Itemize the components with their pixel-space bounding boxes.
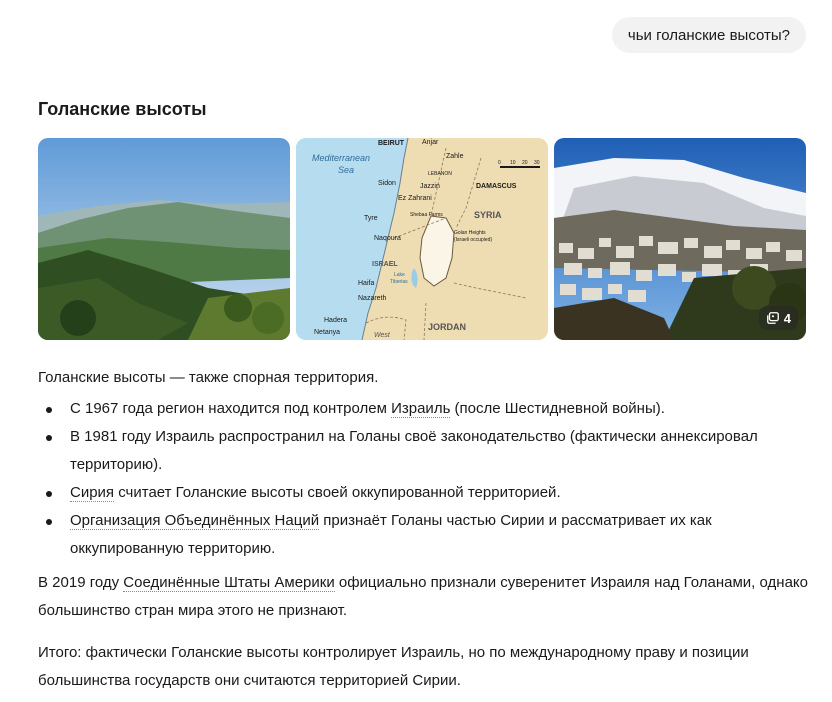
bullet-dot bbox=[46, 435, 52, 441]
assistant-answer bbox=[38, 96, 808, 695]
map-label-tiberias: Tiberias bbox=[390, 279, 408, 285]
list-item bbox=[70, 479, 808, 507]
paragraph-text-post: официально признали суверенитет Израиля над Голанами, однако большинство стран мира этого не признают. bbox=[38, 574, 808, 619]
more-images-count: 4 bbox=[783, 310, 791, 326]
user-message: чьи голанские высоты? bbox=[612, 17, 806, 53]
bullet-text-pre: С 1967 года регион находится под контролем bbox=[70, 400, 392, 417]
bullet-text-post: (после Шестидневной войны). bbox=[450, 400, 665, 417]
list-item bbox=[70, 507, 808, 563]
map-label-anjar: Anjar bbox=[422, 139, 439, 146]
entity-link-usa[interactable]: Соединённые Штаты Америки bbox=[123, 574, 335, 591]
map-scale-20: 20 bbox=[522, 160, 528, 166]
bullet-dot bbox=[46, 491, 52, 497]
map-label-golan2: (Israeli occupied) bbox=[454, 237, 493, 243]
map-label-naqoura: Naqoura bbox=[374, 235, 401, 242]
map-label-netanya: Netanya bbox=[314, 329, 341, 336]
image-stack-icon bbox=[766, 311, 780, 325]
map-label-zahle: Zahle bbox=[446, 153, 464, 160]
landscape-photo bbox=[38, 138, 290, 340]
map-label-beirut: BEIRUT bbox=[378, 140, 405, 147]
conclusion-paragraph: Итого: фактически Голанские высоты контролирует Израиль, но по международному праву и позиции большинства государств они считаются территорией Сирии. bbox=[38, 644, 749, 689]
map-label-golan: Golan Heights bbox=[454, 230, 486, 236]
region-map bbox=[296, 138, 548, 340]
map-label-lake: Lake bbox=[394, 272, 405, 278]
map-label-lebanon: LEBANON bbox=[428, 171, 452, 177]
entity-link-un[interactable]: Организация Объединённых Наций bbox=[70, 512, 320, 529]
map-label-west: West bbox=[374, 332, 390, 339]
map-label-jordan: JORDAN bbox=[428, 322, 467, 332]
entity-link-israel[interactable]: Израиль bbox=[391, 400, 451, 417]
map-label-tyre: Tyre bbox=[364, 215, 378, 222]
gallery-image-town[interactable] bbox=[554, 138, 806, 340]
map-scale-0: 0 bbox=[498, 160, 501, 166]
answer-title: Голанские высоты bbox=[38, 99, 207, 119]
bullet-text-post: считает Голанские высоты своей оккупированной территорией. bbox=[114, 484, 561, 501]
bullet-dot bbox=[46, 407, 52, 413]
map-label-hadera: Hadera bbox=[324, 317, 347, 324]
map-label-nazareth: Nazareth bbox=[358, 295, 387, 302]
bullet-text-pre: В 1981 году Израиль распространил на Голаны своё законодательство (фактически аннексировал территорию). bbox=[70, 428, 758, 473]
image-gallery bbox=[38, 138, 808, 340]
more-images-button[interactable] bbox=[759, 306, 798, 330]
map-label-damascus: DAMASCUS bbox=[476, 183, 517, 190]
map-label-sea2: Sea bbox=[338, 165, 355, 175]
gallery-image-landscape[interactable] bbox=[38, 138, 290, 340]
map-label-israel: ISRAEL bbox=[372, 261, 398, 268]
map-scale-10: 10 bbox=[510, 160, 516, 166]
intro-paragraph: Голанские высоты — также спорная территория. bbox=[38, 369, 379, 386]
facts-list bbox=[38, 395, 808, 563]
list-item bbox=[70, 423, 808, 479]
map-scale-30: 30 bbox=[534, 160, 540, 166]
paragraph-text-pre: В 2019 году bbox=[38, 574, 124, 591]
gallery-image-map[interactable] bbox=[296, 138, 548, 340]
map-label-syria: SYRIA bbox=[474, 210, 502, 220]
map-label-sea: Mediterranean bbox=[312, 153, 371, 163]
map-label-ez-zahrani: Ez Zahrani bbox=[398, 195, 432, 202]
map-label-haifa: Haifa bbox=[358, 280, 375, 287]
entity-link-syria[interactable]: Сирия bbox=[70, 484, 115, 501]
bullet-text-post: признаёт Голаны частью Сирии и рассматривает их как оккупированную территорию. bbox=[70, 512, 712, 557]
map-label-jazzin: Jazzin bbox=[420, 183, 440, 190]
bullet-dot bbox=[46, 519, 52, 525]
map-label-shebaa: Shebaa Farms bbox=[410, 212, 443, 218]
list-item bbox=[70, 395, 808, 423]
map-label-sidon: Sidon bbox=[378, 180, 396, 187]
usa-paragraph bbox=[38, 569, 808, 625]
